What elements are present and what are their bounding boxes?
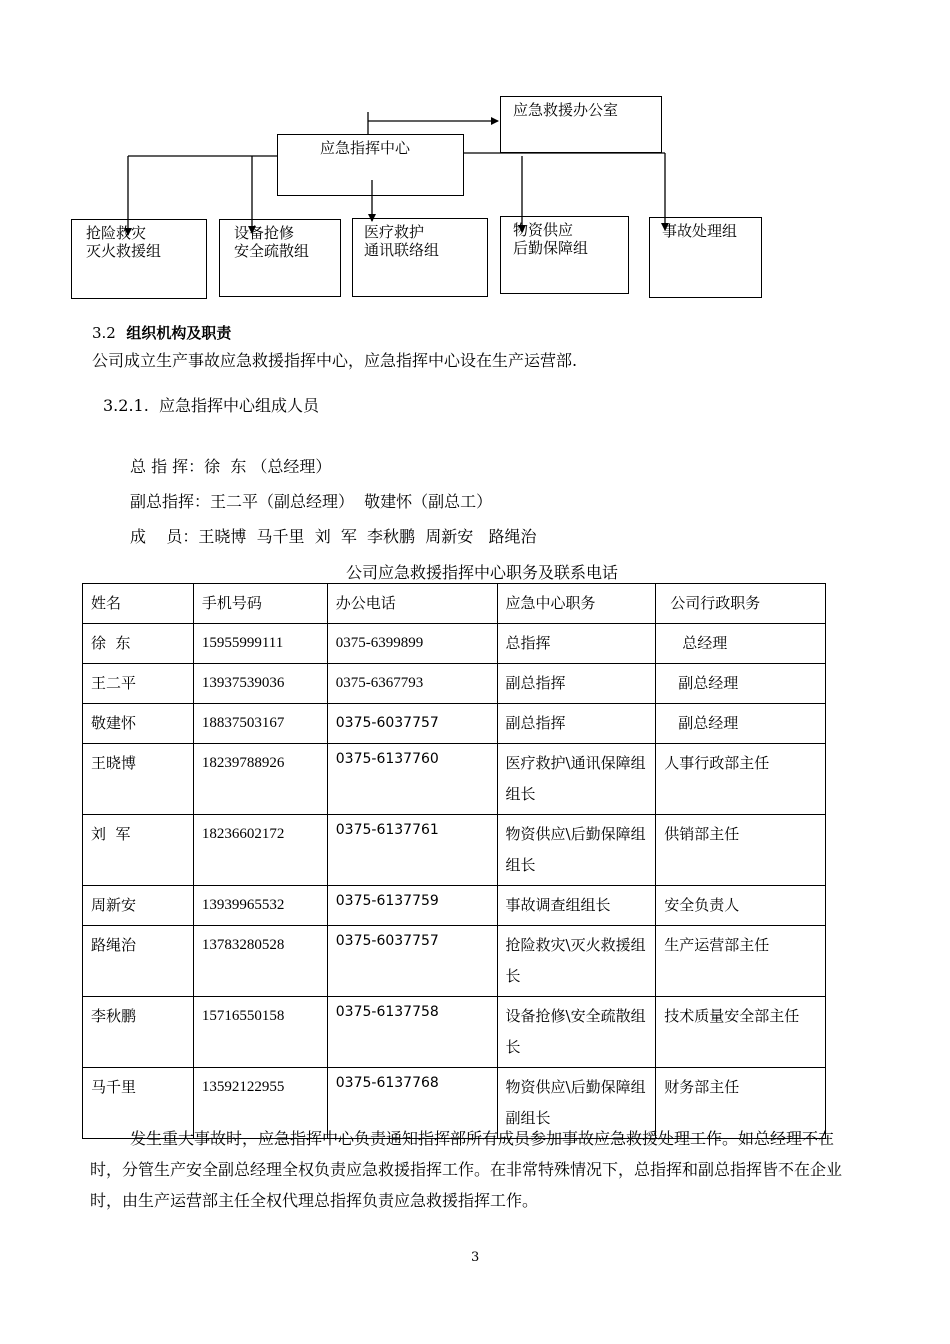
table-row	[83, 926, 826, 997]
member-chief: 总 指 挥：徐 东 （总经理）	[130, 457, 332, 476]
group-box-equipment	[219, 219, 341, 297]
group-box-rescue	[71, 219, 207, 299]
header-mobile: 手机号码	[193, 584, 327, 624]
cell-admin-role: 人事行政部主任	[656, 744, 826, 815]
header-name: 姓名	[83, 584, 194, 624]
subsection-number: 3.2.1.	[103, 396, 149, 415]
cell-emergency-role: 物资供应\后勤保障组组长	[497, 815, 656, 886]
section-title: 组织机构及职责	[126, 324, 232, 342]
center-label: 应急指挥中心	[320, 139, 411, 157]
cell-emergency-role: 副总指挥	[497, 664, 656, 704]
group-label-line1: 设备抢修	[234, 224, 295, 242]
group-box-accident	[649, 217, 762, 298]
page-number: 3	[471, 1250, 480, 1265]
cell-name: 敬建怀	[83, 704, 194, 744]
cell-emergency-role: 副总指挥	[497, 704, 656, 744]
subsection-title: 应急指挥中心组成人员	[158, 396, 319, 415]
cell-mobile: 18236602172	[193, 815, 327, 886]
cell-emergency-role: 物资供应\后勤保障组副组长	[497, 1068, 656, 1139]
cell-mobile: 15955999111	[193, 624, 327, 664]
cell-emergency-role: 事故调查组组长	[497, 886, 656, 926]
table-header-row	[83, 584, 826, 624]
header-admin-role: 公司行政职务	[656, 584, 826, 624]
cell-office-phone: 0375-6399899	[327, 624, 497, 664]
cell-admin-role: 总经理	[656, 624, 826, 664]
table-row	[83, 704, 826, 744]
table-row	[83, 997, 826, 1068]
cell-name: 徐 东	[83, 624, 194, 664]
group-box-medical	[352, 218, 488, 297]
cell-mobile: 13783280528	[193, 926, 327, 997]
closing-paragraph	[90, 1123, 865, 1216]
header-office-phone: 办公电话	[327, 584, 497, 624]
cell-mobile: 13937539036	[193, 664, 327, 704]
office-box	[500, 96, 662, 153]
header-emergency-role: 应急中心职务	[497, 584, 656, 624]
table-row	[83, 815, 826, 886]
cell-admin-role: 技术质量安全部主任	[656, 997, 826, 1068]
cell-name: 路绳治	[83, 926, 194, 997]
cell-office-phone: 0375-6137761	[327, 815, 497, 886]
group-label-line2: 灭火救援组	[86, 242, 162, 260]
table-row	[83, 886, 826, 926]
cell-admin-role: 财务部主任	[656, 1068, 826, 1139]
cell-name: 王晓博	[83, 744, 194, 815]
cell-name: 李秋鹏	[83, 997, 194, 1068]
closing-text: 发生重大事故时，应急指挥中心负责通知指挥部所有成员参加事故应急救援处理工作。如总经理不在时，分管生产安全副总经理全权负责应急救援指挥工作。在非常特殊情况下，总指挥和副总指挥皆不在企业时，由生产运营部主任全权代理总指挥负责应急救援指挥工作。	[90, 1129, 843, 1210]
cell-admin-role: 副总经理	[656, 704, 826, 744]
contact-table	[82, 583, 826, 1139]
group-label-line2: 后勤保障组	[513, 239, 589, 257]
section-heading	[92, 322, 231, 343]
member-deputy: 副总指挥：王二平（副总经理） 敬建怀（副总工）	[130, 492, 493, 511]
cell-office-phone: 0375-6367793	[327, 664, 497, 704]
table-row	[83, 624, 826, 664]
section-intro: 公司成立生产事故应急救援指挥中心，应急指挥中心设在生产运营部.	[92, 351, 578, 370]
group-box-logistics	[500, 216, 629, 294]
cell-admin-role: 安全负责人	[656, 886, 826, 926]
cell-name: 王二平	[83, 664, 194, 704]
cell-name: 马千里	[83, 1068, 194, 1139]
cell-office-phone: 0375-6037757	[327, 704, 497, 744]
cell-mobile: 13939965532	[193, 886, 327, 926]
cell-office-phone: 0375-6037757	[327, 926, 497, 997]
group-label-line1: 事故处理组	[662, 222, 738, 240]
subsection-heading	[103, 393, 319, 416]
group-label-line1: 抢险救灾	[86, 224, 147, 242]
cell-office-phone: 0375-6137768	[327, 1068, 497, 1139]
table-caption: 公司应急救援指挥中心职务及联系电话	[346, 563, 619, 582]
cell-office-phone: 0375-6137758	[327, 997, 497, 1068]
cell-emergency-role: 总指挥	[497, 624, 656, 664]
section-number: 3.2	[92, 324, 116, 342]
cell-admin-role: 供销部主任	[656, 815, 826, 886]
cell-mobile: 15716550158	[193, 997, 327, 1068]
table-row	[83, 664, 826, 704]
center-box	[277, 134, 464, 196]
cell-name: 刘 军	[83, 815, 194, 886]
cell-mobile: 18239788926	[193, 744, 327, 815]
table-row	[83, 744, 826, 815]
cell-emergency-role: 设备抢修\安全疏散组长	[497, 997, 656, 1068]
cell-office-phone: 0375-6137759	[327, 886, 497, 926]
cell-admin-role: 生产运营部主任	[656, 926, 826, 997]
cell-emergency-role: 抢险救灾\灭火救援组长	[497, 926, 656, 997]
group-label-line1: 物资供应	[513, 221, 574, 239]
group-label-line2: 安全疏散组	[234, 242, 310, 260]
member-staff: 成 员：王晓博 马千里 刘 军 李秋鹏 周新安 路绳治	[130, 527, 537, 546]
group-label-line2: 通讯联络组	[364, 241, 440, 259]
cell-office-phone: 0375-6137760	[327, 744, 497, 815]
cell-name: 周新安	[83, 886, 194, 926]
group-label-line1: 医疗救护	[364, 223, 425, 241]
office-label: 应急救援办公室	[513, 101, 619, 119]
cell-admin-role: 副总经理	[656, 664, 826, 704]
cell-emergency-role: 医疗救护\通讯保障组组长	[497, 744, 656, 815]
cell-mobile: 18837503167	[193, 704, 327, 744]
cell-mobile: 13592122955	[193, 1068, 327, 1139]
